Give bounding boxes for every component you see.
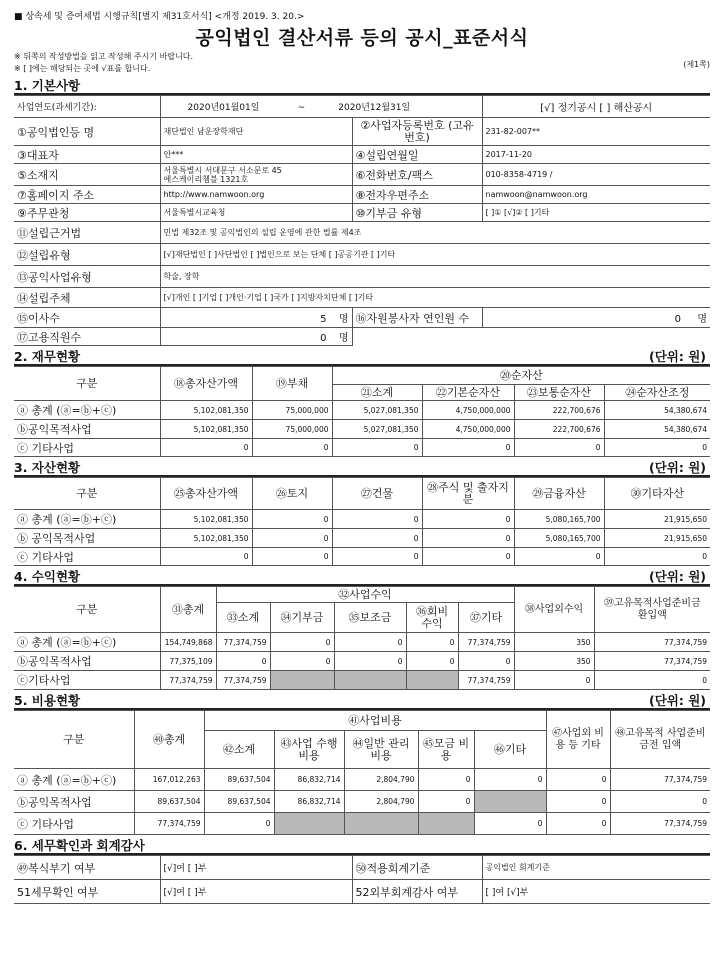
- header-building: ㉗건물: [332, 478, 422, 510]
- cell: 0: [422, 529, 514, 548]
- shaded-cell: [474, 791, 546, 813]
- table-row: [14, 813, 710, 835]
- fiscal-period-row: [14, 96, 710, 118]
- page-number: (제1쪽): [683, 60, 710, 69]
- info-row: [14, 222, 710, 244]
- cell: 77,374,759: [216, 671, 270, 690]
- header-total: ㉛총계: [160, 587, 216, 633]
- period-end: 2020년12월31일: [338, 103, 411, 113]
- form-reference: ■ 상속세 및 증여세법 시행규칙[별지 제31호서식] <개정 2019. 3. 20.>: [14, 12, 305, 22]
- document-title: 공익법인 결산서류 등의 공시_표준서식: [195, 27, 529, 49]
- unit-label: (단위: 원): [648, 349, 706, 364]
- public-business-type-value: 학술, 장학: [160, 266, 710, 288]
- disclosure-type[interactable]: [√] 정기공시 [ ] 해산공시: [482, 96, 710, 118]
- cell: 222,700,676: [514, 401, 604, 420]
- cell: 77,374,759: [594, 652, 710, 671]
- row-label: ⓑ 공익목적사업: [14, 529, 160, 548]
- cell: 167,012,263: [134, 769, 204, 791]
- cell: 0: [252, 548, 332, 566]
- header-performance: ㊸사업 수행비용: [274, 731, 344, 769]
- shaded-cell: [406, 671, 458, 690]
- fiscal-period-value: [160, 96, 482, 118]
- founding-type-label: ⑫설립유형: [14, 244, 160, 266]
- cell: 350: [514, 633, 594, 652]
- cell: 89,637,504: [204, 769, 274, 791]
- header-other: ㊻기타: [474, 731, 546, 769]
- shaded-cell: [334, 671, 406, 690]
- cell: 77,374,759: [216, 633, 270, 652]
- period-tilde: ~: [297, 103, 306, 113]
- shaded-cell: [274, 813, 344, 835]
- cell: 4,750,000,000: [422, 401, 514, 420]
- cell: 0: [474, 813, 546, 835]
- cell: 77,375,109: [160, 652, 216, 671]
- cell: 0: [604, 439, 710, 457]
- header-donation: ㉞기부금: [270, 603, 334, 633]
- table-row: [14, 510, 710, 529]
- address-value: 서울특별시 서대문구 서소문로 45 에스케이리쳄블 1321호: [160, 164, 352, 186]
- external-audit-label: 52외부회계감사 여부: [352, 880, 482, 904]
- shaded-cell: [418, 813, 474, 835]
- homepage-value[interactable]: http://www.namwoon.org: [160, 186, 352, 204]
- header-stocks: ㉘주식 및 출자지분: [422, 478, 514, 510]
- authority-label: ⑨주무관청: [14, 204, 160, 222]
- cell: 0: [204, 813, 274, 835]
- header-subtotal: ㊷소계: [204, 731, 274, 769]
- authority-value: 서울특별시교육청: [160, 204, 352, 222]
- header-total-assets: ⑱총자산가액: [160, 367, 252, 401]
- cell: 77,374,759: [594, 633, 710, 652]
- cell: 0: [422, 510, 514, 529]
- cell: 21,915,650: [604, 529, 710, 548]
- employees-label: ⑰고용직원수: [14, 328, 160, 346]
- header-net-assets: ⑳순자산: [332, 367, 710, 385]
- address-label: ⑤소재지: [14, 164, 160, 186]
- bookkeeping-value[interactable]: [√]여 [ ]부: [160, 856, 352, 880]
- cell: 0: [160, 548, 252, 566]
- info-row: [14, 880, 710, 904]
- header-basic-net: ㉒기본순자산: [422, 385, 514, 401]
- section-basic-info-title: 1. 기본사항: [14, 77, 710, 95]
- cell: 21,915,650: [604, 510, 710, 529]
- bookkeeping-label: ㊾복식부기 여부: [14, 856, 160, 880]
- employees-value: 0 명: [160, 328, 352, 346]
- directors-label: ⑮이사수: [14, 308, 160, 328]
- header-fundraising: ㊺모금 비용: [418, 731, 474, 769]
- cell: 0: [594, 671, 710, 690]
- legal-basis-value: 민법 제32조 및 공익법인의 설립 운영에 관한 법률 제4조: [160, 222, 710, 244]
- header-subtotal: ㉑소계: [332, 385, 422, 401]
- info-row: [14, 146, 710, 164]
- cell: 5,102,081,350: [160, 420, 252, 439]
- cell: 54,380,674: [604, 401, 710, 420]
- cell: 86,832,714: [274, 769, 344, 791]
- volunteers-value: 0 명: [482, 308, 710, 328]
- row-label: ⓑ공익목적사업: [14, 420, 160, 439]
- header-reserve-return: ㊴고유목적사업준비금 환입액: [594, 587, 710, 633]
- cell: 77,374,759: [160, 671, 216, 690]
- cell: 5,102,081,350: [160, 401, 252, 420]
- cell: 0: [418, 769, 474, 791]
- header-non-business: ㊳사업외수익: [514, 587, 594, 633]
- cell: 77,374,759: [610, 769, 710, 791]
- assets-table: [14, 477, 710, 566]
- cell: 0: [160, 439, 252, 457]
- section-expense-title: 5. 비용현황 (단위: 원): [14, 692, 710, 710]
- cell: 0: [334, 652, 406, 671]
- section-audit-title: 6. 세무확인과 회계감사: [14, 837, 710, 855]
- row-label: ⓐ 총계 (ⓐ=ⓑ+ⓒ): [14, 633, 160, 652]
- founder-label: ⑭설립주체: [14, 288, 160, 308]
- cell: 0: [418, 791, 474, 813]
- info-row: [14, 186, 710, 204]
- checkbox-note: ※ [ ]에는 해당되는 곳에 √표를 합니다.: [14, 64, 151, 73]
- info-row: [14, 856, 710, 880]
- header-membership: ㊱회비 수익: [406, 603, 458, 633]
- cell: 0: [332, 439, 422, 457]
- revenue-table: [14, 586, 710, 690]
- header-other: ㊲기타: [458, 603, 514, 633]
- section-financial-title: 2. 재무현황 (단위: 원): [14, 348, 710, 366]
- founding-date-label: ④설립연월일: [352, 146, 482, 164]
- directors-value: 5 명: [160, 308, 352, 328]
- cell: 5,102,081,350: [160, 529, 252, 548]
- fiscal-period-label: 사업연도(과세기간):: [14, 96, 160, 118]
- info-row: [14, 328, 710, 346]
- row-label: ⓒ기타사업: [14, 671, 160, 690]
- disclosure-form: [14, 10, 710, 904]
- header-financial-assets: ㉙금융자산: [514, 478, 604, 510]
- row-label: ⓒ 기타사업: [14, 548, 160, 566]
- cell: 4,750,000,000: [422, 420, 514, 439]
- header-other-assets: ㉚기타자산: [604, 478, 710, 510]
- cell: 5,027,081,350: [332, 401, 422, 420]
- cell: 154,749,868: [160, 633, 216, 652]
- info-row: [14, 244, 710, 266]
- shaded-cell: [344, 813, 418, 835]
- section-revenue-title: 4. 수익현황 (단위: 원): [14, 568, 710, 586]
- unit-label: (단위: 원): [648, 693, 706, 708]
- cell: 0: [270, 633, 334, 652]
- cell: 0: [474, 769, 546, 791]
- cell: 89,637,504: [134, 791, 204, 813]
- cell: 0: [406, 652, 458, 671]
- tax-confirm-label: 51세무확인 여부: [14, 880, 160, 904]
- section-assets-title: 3. 자산현황 (단위: 원): [14, 459, 710, 477]
- cell: 0: [422, 439, 514, 457]
- info-row: [14, 204, 710, 222]
- org-name-label: ①공익법인등 명: [14, 118, 160, 146]
- cell: 5,080,165,700: [514, 529, 604, 548]
- cell: 0: [216, 652, 270, 671]
- cell: 5,102,081,350: [160, 510, 252, 529]
- founding-type-value[interactable]: [√]재단법인 [ ]사단법인 [ ]법인으로 보는 단체 [ ]공공기관 [ ]기타: [160, 244, 710, 266]
- tax-confirm-value[interactable]: [√]여 [ ]부: [160, 880, 352, 904]
- cell: 0: [252, 510, 332, 529]
- table-row: [14, 791, 710, 813]
- row-label: ⓑ공익목적사업: [14, 791, 134, 813]
- cell: 0: [334, 633, 406, 652]
- phone-fax-value: 010-8358-4719 /: [482, 164, 710, 186]
- info-row: [14, 266, 710, 288]
- cell: 77,374,759: [458, 633, 514, 652]
- cell: 0: [252, 529, 332, 548]
- table-row: [14, 548, 710, 566]
- cell: 0: [406, 633, 458, 652]
- cell: 0: [332, 510, 422, 529]
- period-start: 2020년01월01일: [187, 103, 260, 113]
- row-label: ⓒ 기타사업: [14, 813, 134, 835]
- cell: 0: [332, 548, 422, 566]
- external-audit-value[interactable]: [ ]여 [√]부: [482, 880, 710, 904]
- info-row: [14, 308, 710, 328]
- cell: 0: [604, 548, 710, 566]
- accounting-standard-label: ㊿적용회계기준: [352, 856, 482, 880]
- basic-info-table: [14, 95, 710, 346]
- founder-value[interactable]: [√]개인 [ ]기업 [ ]개인·기업 [ ]국가 [ ]지방자치단체 [ ]기타: [160, 288, 710, 308]
- row-label: ⓑ공익목적사업: [14, 652, 160, 671]
- info-row: [14, 118, 710, 146]
- phone-fax-label: ⑥전화번호/팩스: [352, 164, 482, 186]
- representative-label: ③대표자: [14, 146, 160, 164]
- public-business-type-label: ⑬공익사업유형: [14, 266, 160, 288]
- table-row: [14, 769, 710, 791]
- cell: 5,080,165,700: [514, 510, 604, 529]
- cell: 89,637,504: [204, 791, 274, 813]
- representative-value: 안***: [160, 146, 352, 164]
- table-row: [14, 439, 710, 457]
- donation-type-value[interactable]: [ ]① [√]② [ ]기타: [482, 204, 710, 222]
- header-normal-net: ㉓보통순자산: [514, 385, 604, 401]
- header-business-expense: ㊶사업비용: [204, 711, 546, 731]
- row-label: ⓐ 총계 (ⓐ=ⓑ+ⓒ): [14, 401, 160, 420]
- header-category: 구분: [14, 367, 160, 401]
- accounting-standard-value: 공익법인 회계기준: [482, 856, 710, 880]
- cell: 350: [514, 652, 594, 671]
- cell: 86,832,714: [274, 791, 344, 813]
- header-subtotal: ㉝소계: [216, 603, 270, 633]
- header-category: 구분: [14, 478, 160, 510]
- donation-type-label: ⑩기부금 유형: [352, 204, 482, 222]
- audit-table: [14, 855, 710, 904]
- blank-cell: [352, 328, 710, 346]
- cell: 77,374,759: [134, 813, 204, 835]
- org-name-value: 재단법인 남운장학재단: [160, 118, 352, 146]
- header-total: ㊵총계: [134, 711, 204, 769]
- cell: 54,380,674: [604, 420, 710, 439]
- cell: 75,000,000: [252, 420, 332, 439]
- header-general-admin: ㊹일반 관리비용: [344, 731, 418, 769]
- table-row: [14, 671, 710, 690]
- instruction-note: ※ 뒤쪽의 작성방법을 읽고 작성해 주시기 바랍니다.: [14, 52, 194, 61]
- header-subsidy: ㉟보조금: [334, 603, 406, 633]
- row-label: ⓐ 총계 (ⓐ=ⓑ+ⓒ): [14, 769, 134, 791]
- table-row: [14, 420, 710, 439]
- table-row: [14, 633, 710, 652]
- info-row: [14, 164, 710, 186]
- row-label: ⓒ 기타사업: [14, 439, 160, 457]
- header-land: ㉖토지: [252, 478, 332, 510]
- cell: 222,700,676: [514, 420, 604, 439]
- cell: 0: [546, 769, 610, 791]
- volunteers-label: ⑯자원봉사자 연인원 수: [352, 308, 482, 328]
- cell: 0: [514, 548, 604, 566]
- cell: 0: [270, 652, 334, 671]
- cell: 2,804,790: [344, 769, 418, 791]
- cell: 5,027,081,350: [332, 420, 422, 439]
- cell: 0: [422, 548, 514, 566]
- cell: 0: [252, 439, 332, 457]
- email-label: ⑧전자우편주소: [352, 186, 482, 204]
- business-number-label: ②사업자등록번호 (고유번호): [352, 118, 482, 146]
- unit-label: (단위: 원): [648, 569, 706, 584]
- financial-table: [14, 366, 710, 457]
- cell: 0: [514, 439, 604, 457]
- header-category: 구분: [14, 711, 134, 769]
- header-total-assets: ㉕총자산가액: [160, 478, 252, 510]
- cell: 2,804,790: [344, 791, 418, 813]
- cell: 0: [610, 791, 710, 813]
- homepage-label: ⑦홈페이지 주소: [14, 186, 160, 204]
- email-value[interactable]: namwoon@namwoon.org: [482, 186, 710, 204]
- cell: 0: [458, 652, 514, 671]
- header-business-revenue: ㉜사업수익: [216, 587, 514, 603]
- cell: 75,000,000: [252, 401, 332, 420]
- cell: 0: [514, 671, 594, 690]
- header-debt: ⑲부채: [252, 367, 332, 401]
- header-category: 구분: [14, 587, 160, 633]
- table-row: [14, 401, 710, 420]
- table-row: [14, 652, 710, 671]
- row-label: ⓐ 총계 (ⓐ=ⓑ+ⓒ): [14, 510, 160, 529]
- header-reserve-transfer: ㊽고유목적 사업준비금전 입액: [610, 711, 710, 769]
- table-row: [14, 529, 710, 548]
- legal-basis-label: ⑪설립근거법: [14, 222, 160, 244]
- cell: 77,374,759: [458, 671, 514, 690]
- business-number-value: 231-82-007**: [482, 118, 710, 146]
- founding-date-value: 2017-11-20: [482, 146, 710, 164]
- cell: 0: [546, 813, 610, 835]
- expense-table: [14, 710, 710, 835]
- info-row: [14, 288, 710, 308]
- header-net-adjust: ㉔순자산조정: [604, 385, 710, 401]
- cell: 0: [546, 791, 610, 813]
- shaded-cell: [270, 671, 334, 690]
- header-non-business: ㊼사업외 비용 등 기타: [546, 711, 610, 769]
- cell: 77,374,759: [610, 813, 710, 835]
- unit-label: (단위: 원): [648, 460, 706, 475]
- cell: 0: [332, 529, 422, 548]
